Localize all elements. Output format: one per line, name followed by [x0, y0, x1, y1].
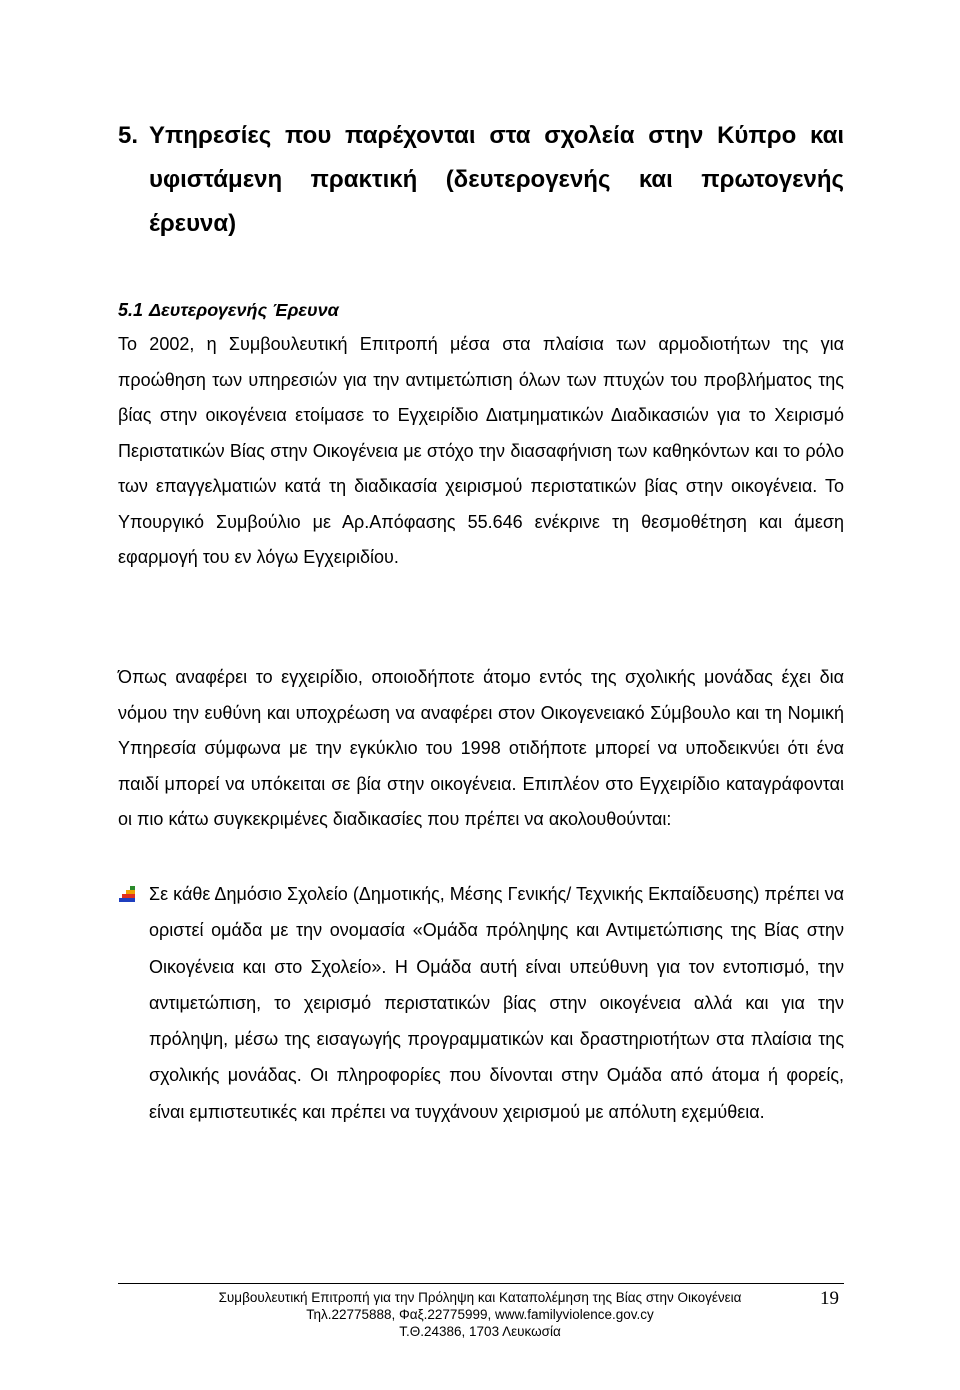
- subsection-title: Δευτερογενής Έρευνα: [149, 300, 339, 320]
- footer: [140, 1289, 820, 1340]
- page-number: 19: [820, 1288, 839, 1309]
- footer-divider: [118, 1283, 844, 1284]
- footer-organization: Συμβουλευτική Επιτροπή για την Πρόληψη και Καταπολέμηση της Βίας στην Οικογένεια: [218, 1290, 742, 1305]
- paragraph: Το 2002, η Συμβουλευτική Επιτροπή μέσα στα πλαίσια των αρμοδιοτήτων της για προώθηση των υπηρεσιών για την αντιμετώπιση όλων των πτυχών του προβλήματος της βίας στην οικογένεια ετοίμασε το Εγχειρίδιο Διατμηματικών Διαδικασιών για το Χειρισμό Περιστατικών Βίας στην Οικογένεια με στόχο την διασαφήνιση των καθηκόντων και το ρόλο των επαγγελματιών κατά τη διαδικασία χειρισμού περιστατικών βίας στην οικογένεια. Το Υπουργικό Συμβούλιο με Αρ.Απόφασης 55.646 ενέκρινε τη θεσμοθέτηση και άμεση εφαρμογή του εν λόγω Εγχειριδίου.: [118, 334, 844, 567]
- bullet-item: [118, 876, 844, 1130]
- section-heading: [118, 114, 844, 246]
- footer-address: Τ.Θ.24386, 1703 Λευκωσία: [399, 1324, 561, 1339]
- subsection-number: 5.1: [118, 300, 144, 320]
- bullet-icon: [118, 886, 136, 904]
- footer-contact: Τηλ.22775888, Φαξ.22775999, www.familyviolence.gov.cy: [306, 1307, 654, 1322]
- paragraph: Όπως αναφέρει το εγχειρίδιο, οποιοδήποτε άτομο εντός της σχολικής μονάδας έχει δια νόμου την ευθύνη και υποχρέωση να αναφέρει στον Οικογενειακό Σύμβουλο και τη Νομική Υπηρεσία σύμφωνα με την εγκύκλιο του 1998 οτιδήποτε μπορεί να υποδεικνύει ότι ένα παιδί μπορεί να υπόκειται σε βία στην οικογένεια. Επιπλέον στο Εγχειρίδιο καταγράφονται οι πιο κάτω συγκεκριμένες διαδικασίες που πρέπει να ακολουθούνται:: [118, 667, 844, 829]
- bullet-text: Σε κάθε Δημόσιο Σχολείο (Δημοτικής, Μέσης Γενικής/ Τεχνικής Εκπαίδευσης) πρέπει να οριστεί ομάδα με την ονομασία «Ομάδα πρόληψης και Αντιμετώπισης της Βίας στην Οικογένεια και στο Σχολείο». Η Ομάδα αυτή είναι υπεύθυνη για τον εντοπισμό, την αντιμετώπιση, το χειρισμό περιστατικών βίας στην οικογένεια αλλά και για την πρόληψη, μέσω της εισαγωγής προγραμματικών και δραστηριοτήτων στα πλαίσια της σχολικής μονάδας. Οι πληροφορίες που δίνονται στην Ομάδα από άτομα ή φορείς, είναι εμπιστευτικές και πρέπει να τυγχάνουν χειρισμού με απόλυτη εχεμύθεια.: [149, 884, 844, 1122]
- subsection-heading: [118, 298, 339, 322]
- section-number: 5.: [118, 122, 139, 149]
- section-title: Υπηρεσίες που παρέχονται στα σχολεία στην Κύπρο και υφιστάμενη πρακτική (δευτερογενής και πρωτογενής έρευνα): [149, 122, 844, 237]
